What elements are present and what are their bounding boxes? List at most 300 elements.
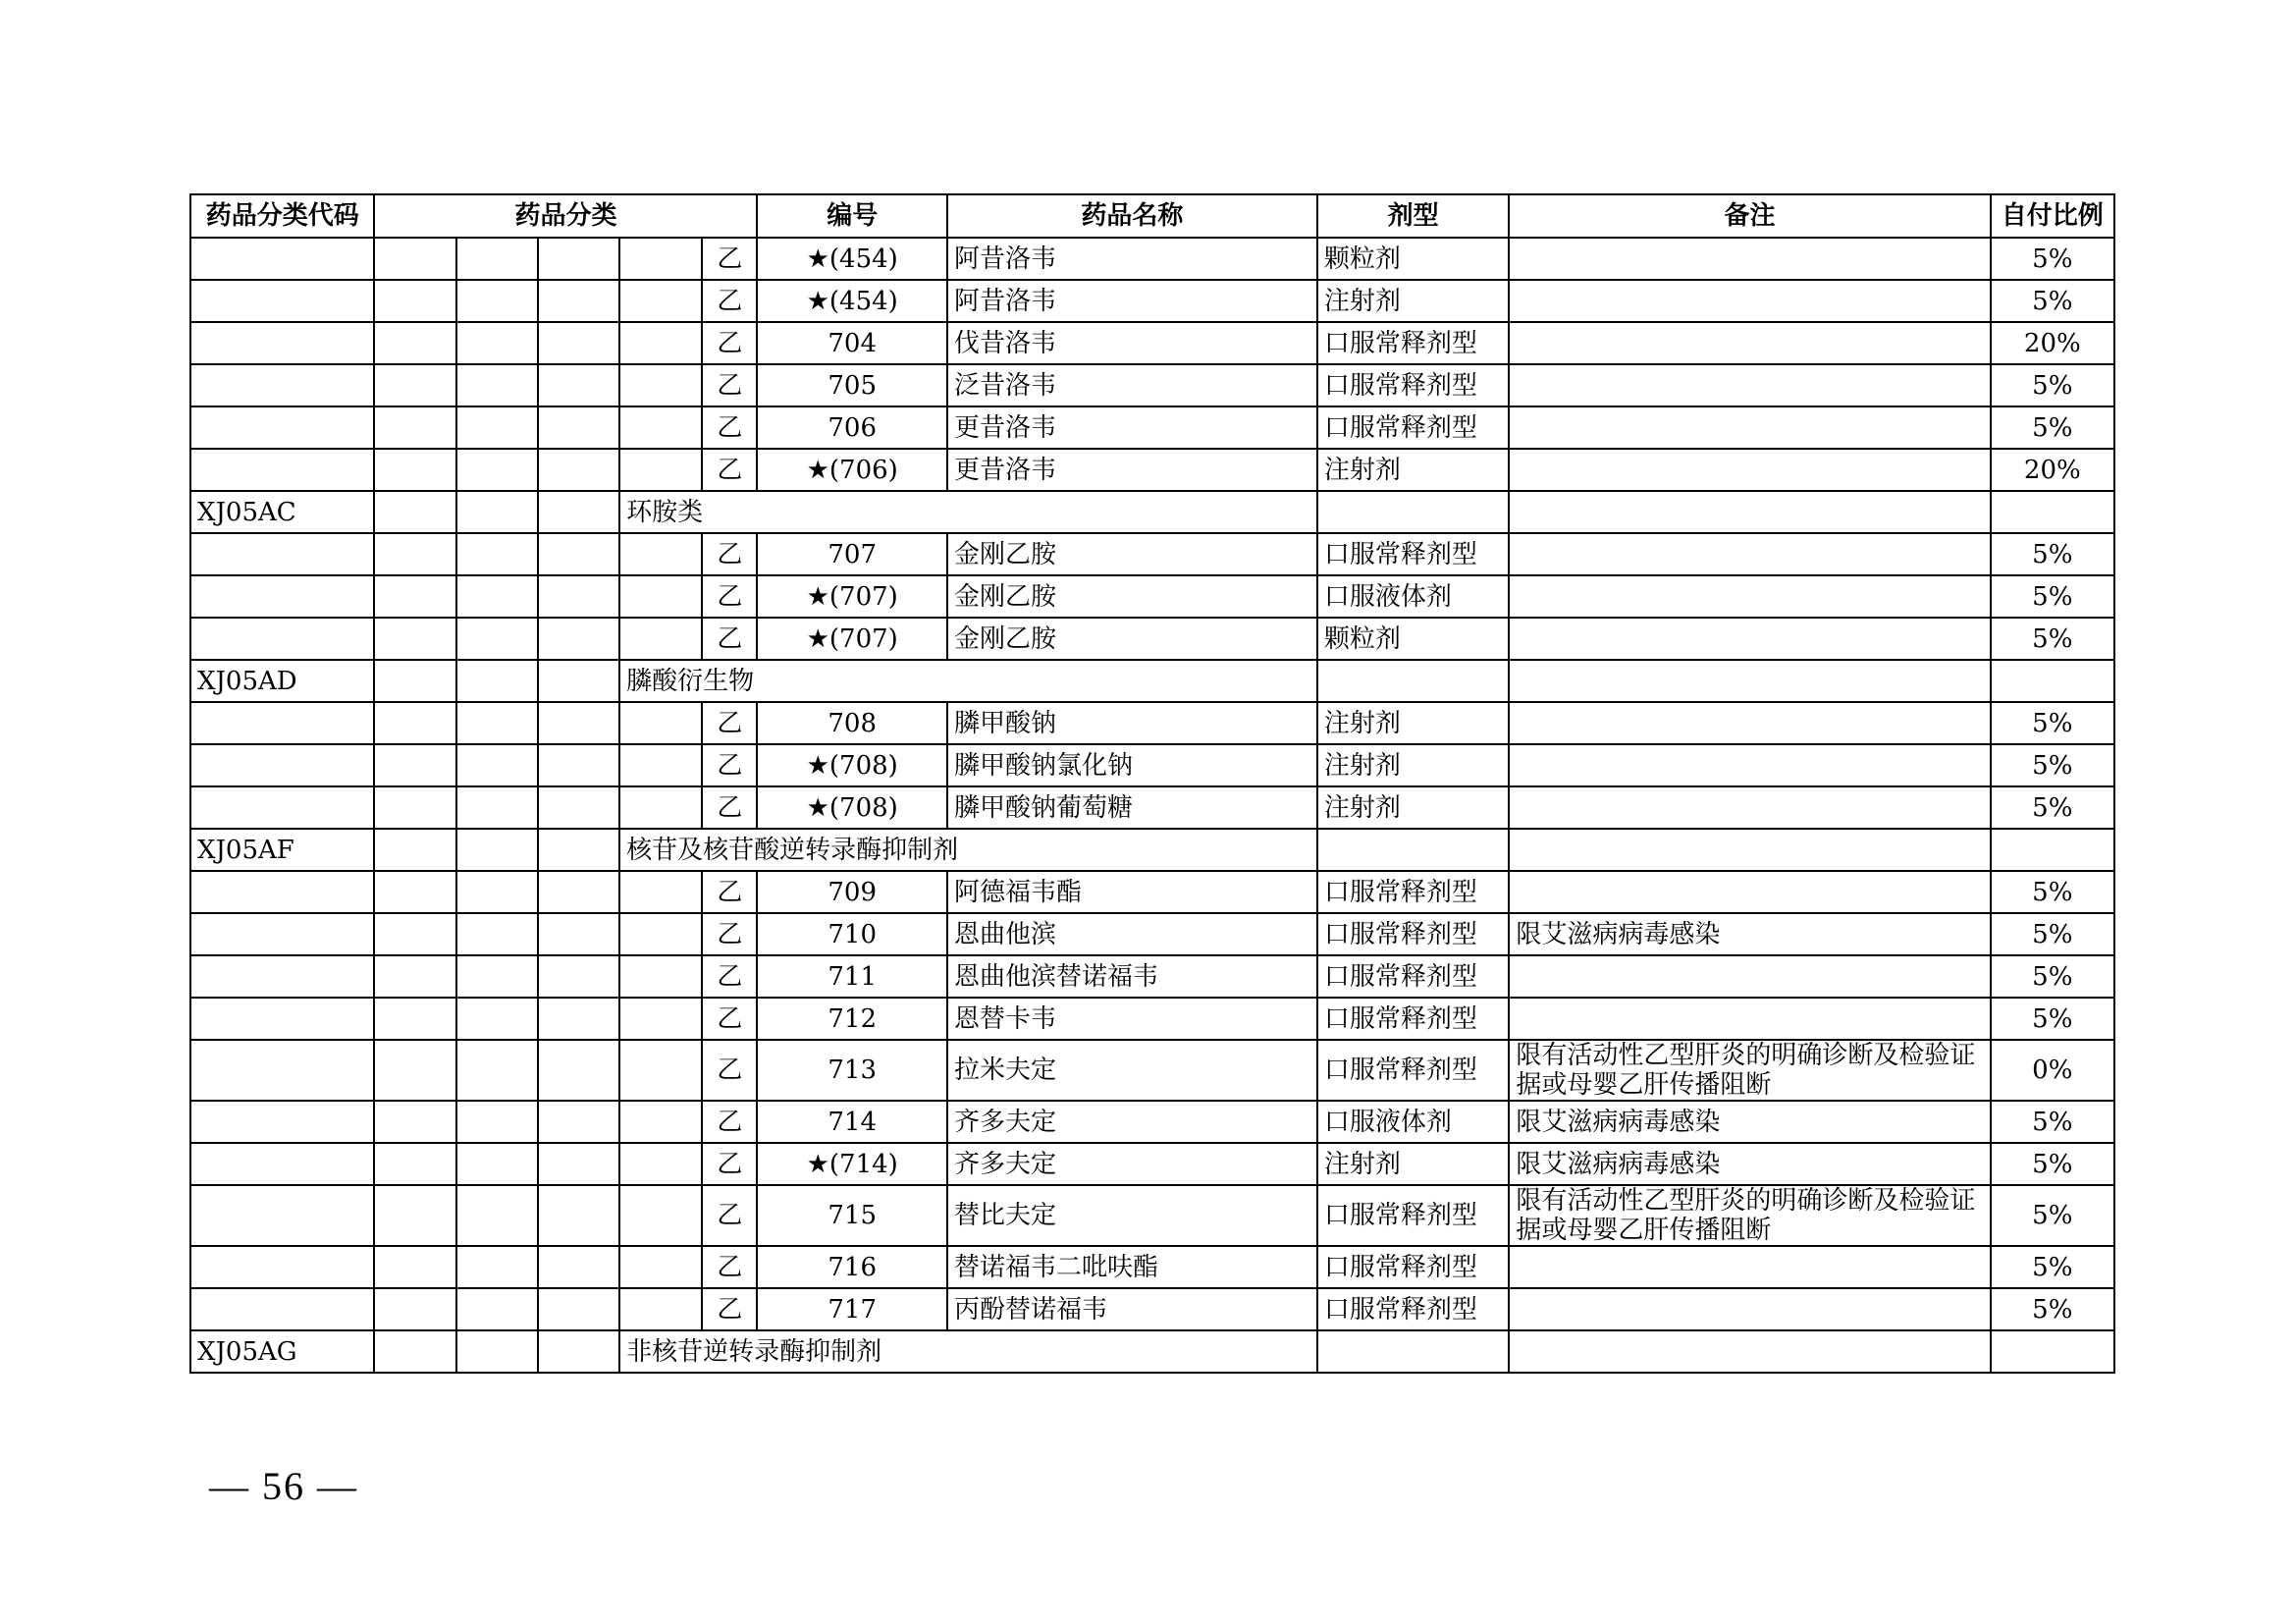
drug-number: ★(706) (757, 449, 946, 491)
empty-cell (456, 1330, 538, 1373)
empty-cell (374, 998, 455, 1040)
remark-cell (1509, 702, 1990, 744)
empty-cell (1509, 1330, 1990, 1373)
empty-cell (374, 660, 455, 702)
category-label: 环胺类 (619, 491, 1317, 533)
self-pay-ratio: 5% (1991, 238, 2114, 280)
drug-row (190, 1246, 2114, 1288)
header-code: 药品分类代码 (190, 194, 374, 238)
empty-cell (1317, 660, 1509, 702)
empty-cell (456, 660, 538, 702)
drug-name: 替诺福韦二吡呋酯 (947, 1246, 1317, 1288)
empty-cell (456, 406, 538, 449)
dosage-form: 口服常释剂型 (1317, 1040, 1509, 1101)
empty-cell (538, 1330, 619, 1373)
header-category: 药品分类 (374, 194, 757, 238)
empty-cell (538, 1246, 619, 1288)
drug-number: 706 (757, 406, 946, 449)
empty-cell (456, 1288, 538, 1330)
empty-cell (190, 871, 374, 913)
self-pay-ratio: 5% (1991, 618, 2114, 660)
dosage-form: 口服液体剂 (1317, 1101, 1509, 1143)
category-code: XJ05AF (190, 829, 374, 871)
remark-cell (1509, 786, 1990, 829)
category-code: XJ05AD (190, 660, 374, 702)
drug-row (190, 238, 2114, 280)
dosage-form: 口服常释剂型 (1317, 871, 1509, 913)
remark-cell (1509, 1288, 1990, 1330)
self-pay-ratio: 20% (1991, 449, 2114, 491)
remark-cell (1509, 955, 1990, 998)
drug-row (190, 533, 2114, 575)
remark-cell (1509, 238, 1990, 280)
empty-cell (619, 364, 702, 406)
empty-cell (456, 1101, 538, 1143)
drug-name: 阿昔洛韦 (947, 280, 1317, 322)
empty-cell (190, 406, 374, 449)
self-pay-ratio: 5% (1991, 1288, 2114, 1330)
empty-cell (456, 998, 538, 1040)
empty-cell (1317, 1330, 1509, 1373)
empty-cell (619, 786, 702, 829)
empty-cell (190, 913, 374, 955)
empty-cell (456, 533, 538, 575)
empty-cell (619, 406, 702, 449)
empty-cell (456, 575, 538, 618)
category-code: XJ05AG (190, 1330, 374, 1373)
drug-name: 拉米夫定 (947, 1040, 1317, 1101)
empty-cell (456, 829, 538, 871)
remark-cell (1509, 406, 1990, 449)
empty-cell (374, 1246, 455, 1288)
dosage-form: 口服常释剂型 (1317, 998, 1509, 1040)
drug-name: 恩曲他滨 (947, 913, 1317, 955)
dosage-form: 注射剂 (1317, 702, 1509, 744)
empty-cell (538, 871, 619, 913)
self-pay-ratio: 5% (1991, 702, 2114, 744)
empty-cell (619, 1246, 702, 1288)
empty-cell (190, 1246, 374, 1288)
empty-cell (1509, 660, 1990, 702)
remark-cell (1509, 618, 1990, 660)
drug-number: 704 (757, 322, 946, 364)
empty-cell (538, 829, 619, 871)
empty-cell (456, 238, 538, 280)
empty-cell (190, 533, 374, 575)
remark-cell (1509, 744, 1990, 786)
grade-cell: 乙 (702, 786, 757, 829)
table-header-row (190, 194, 2114, 238)
remark-cell: 限艾滋病病毒感染 (1509, 1101, 1990, 1143)
drug-row (190, 786, 2114, 829)
grade-cell: 乙 (702, 406, 757, 449)
drug-number: 713 (757, 1040, 946, 1101)
empty-cell (374, 1101, 455, 1143)
empty-cell (619, 1185, 702, 1246)
dosage-form: 口服常释剂型 (1317, 533, 1509, 575)
table-body (190, 238, 2114, 1373)
drug-number: ★(454) (757, 280, 946, 322)
empty-cell (456, 1040, 538, 1101)
self-pay-ratio: 5% (1991, 1185, 2114, 1246)
grade-cell: 乙 (702, 618, 757, 660)
empty-cell (538, 280, 619, 322)
empty-cell (619, 238, 702, 280)
drug-name: 膦甲酸钠葡萄糖 (947, 786, 1317, 829)
empty-cell (190, 1143, 374, 1185)
remark-cell (1509, 575, 1990, 618)
grade-cell: 乙 (702, 702, 757, 744)
category-label: 膦酸衍生物 (619, 660, 1317, 702)
grade-cell: 乙 (702, 913, 757, 955)
drug-list-table (189, 193, 2115, 1374)
drug-number: 705 (757, 364, 946, 406)
empty-cell (619, 322, 702, 364)
remark-cell (1509, 998, 1990, 1040)
dosage-form: 口服常释剂型 (1317, 364, 1509, 406)
remark-cell (1509, 449, 1990, 491)
drug-row (190, 1185, 2114, 1246)
drug-row (190, 449, 2114, 491)
empty-cell (456, 871, 538, 913)
remark-cell (1509, 280, 1990, 322)
remark-cell (1509, 871, 1990, 913)
empty-cell (538, 491, 619, 533)
empty-cell (374, 744, 455, 786)
empty-cell (538, 1288, 619, 1330)
empty-cell (374, 955, 455, 998)
empty-cell (190, 575, 374, 618)
grade-cell: 乙 (702, 744, 757, 786)
drug-number: ★(454) (757, 238, 946, 280)
grade-cell: 乙 (702, 533, 757, 575)
drug-row (190, 618, 2114, 660)
drug-row (190, 1040, 2114, 1101)
empty-cell (538, 1040, 619, 1101)
empty-cell (538, 364, 619, 406)
self-pay-ratio: 5% (1991, 871, 2114, 913)
drug-number: ★(708) (757, 744, 946, 786)
drug-name: 替比夫定 (947, 1185, 1317, 1246)
empty-cell (538, 998, 619, 1040)
drug-row (190, 406, 2114, 449)
grade-cell: 乙 (702, 1288, 757, 1330)
empty-cell (619, 744, 702, 786)
empty-cell (1509, 829, 1990, 871)
dosage-form: 口服常释剂型 (1317, 913, 1509, 955)
category-row (190, 660, 2114, 702)
drug-row (190, 955, 2114, 998)
empty-cell (538, 1101, 619, 1143)
empty-cell (190, 1040, 374, 1101)
empty-cell (190, 1101, 374, 1143)
drug-number: 714 (757, 1101, 946, 1143)
dosage-form: 口服常释剂型 (1317, 955, 1509, 998)
drug-number: 712 (757, 998, 946, 1040)
drug-row (190, 1288, 2114, 1330)
remark-cell: 限艾滋病病毒感染 (1509, 1143, 1990, 1185)
empty-cell (374, 491, 455, 533)
category-row (190, 491, 2114, 533)
drug-row (190, 322, 2114, 364)
empty-cell (190, 364, 374, 406)
dosage-form: 颗粒剂 (1317, 238, 1509, 280)
drug-number: 709 (757, 871, 946, 913)
drug-name: 丙酚替诺福韦 (947, 1288, 1317, 1330)
header-name: 药品名称 (947, 194, 1317, 238)
self-pay-ratio: 5% (1991, 364, 2114, 406)
category-row (190, 1330, 2114, 1373)
remark-cell: 限有活动性乙型肝炎的明确诊断及检验证据或母婴乙肝传播阻断 (1509, 1185, 1990, 1246)
empty-cell (374, 1143, 455, 1185)
empty-cell (456, 1143, 538, 1185)
remark-cell: 限艾滋病病毒感染 (1509, 913, 1990, 955)
empty-cell (619, 702, 702, 744)
category-label: 非核苷逆转录酶抑制剂 (619, 1330, 1317, 1373)
drug-row (190, 1143, 2114, 1185)
drug-name: 恩替卡韦 (947, 998, 1317, 1040)
drug-name: 金刚乙胺 (947, 575, 1317, 618)
dosage-form: 注射剂 (1317, 1143, 1509, 1185)
empty-cell (538, 533, 619, 575)
self-pay-ratio: 5% (1991, 786, 2114, 829)
empty-cell (1991, 491, 2114, 533)
drug-row (190, 998, 2114, 1040)
drug-row (190, 744, 2114, 786)
grade-cell: 乙 (702, 998, 757, 1040)
header-form: 剂型 (1317, 194, 1509, 238)
self-pay-ratio: 5% (1991, 913, 2114, 955)
drug-name: 恩曲他滨替诺福韦 (947, 955, 1317, 998)
drug-number: 715 (757, 1185, 946, 1246)
drug-number: 711 (757, 955, 946, 998)
self-pay-ratio: 5% (1991, 280, 2114, 322)
empty-cell (619, 575, 702, 618)
drug-number: ★(707) (757, 618, 946, 660)
self-pay-ratio: 5% (1991, 1143, 2114, 1185)
grade-cell: 乙 (702, 280, 757, 322)
empty-cell (374, 533, 455, 575)
dosage-form: 口服常释剂型 (1317, 1246, 1509, 1288)
empty-cell (538, 449, 619, 491)
empty-cell (1317, 829, 1509, 871)
self-pay-ratio: 5% (1991, 744, 2114, 786)
empty-cell (374, 829, 455, 871)
grade-cell: 乙 (702, 955, 757, 998)
self-pay-ratio: 0% (1991, 1040, 2114, 1101)
empty-cell (456, 280, 538, 322)
empty-cell (1991, 660, 2114, 702)
empty-cell (619, 533, 702, 575)
empty-cell (619, 618, 702, 660)
empty-cell (619, 1143, 702, 1185)
empty-cell (374, 786, 455, 829)
empty-cell (190, 322, 374, 364)
self-pay-ratio: 5% (1991, 998, 2114, 1040)
drug-number: 707 (757, 533, 946, 575)
dosage-form: 口服液体剂 (1317, 575, 1509, 618)
remark-cell (1509, 533, 1990, 575)
drug-row (190, 280, 2114, 322)
empty-cell (456, 744, 538, 786)
grade-cell: 乙 (702, 449, 757, 491)
empty-cell (190, 786, 374, 829)
empty-cell (456, 702, 538, 744)
dosage-form: 注射剂 (1317, 449, 1509, 491)
empty-cell (538, 322, 619, 364)
empty-cell (538, 1185, 619, 1246)
remark-cell (1509, 364, 1990, 406)
empty-cell (538, 955, 619, 998)
empty-cell (538, 575, 619, 618)
drug-number: ★(708) (757, 786, 946, 829)
empty-cell (374, 322, 455, 364)
empty-cell (619, 998, 702, 1040)
drug-row (190, 871, 2114, 913)
self-pay-ratio: 5% (1991, 533, 2114, 575)
drug-number: ★(714) (757, 1143, 946, 1185)
page-number: — 56 — (209, 1464, 358, 1508)
drug-number: 708 (757, 702, 946, 744)
empty-cell (374, 238, 455, 280)
grade-cell: 乙 (702, 1040, 757, 1101)
empty-cell (190, 1288, 374, 1330)
empty-cell (374, 618, 455, 660)
header-ratio: 自付比例 (1991, 194, 2114, 238)
empty-cell (190, 280, 374, 322)
drug-name: 齐多夫定 (947, 1143, 1317, 1185)
empty-cell (374, 1330, 455, 1373)
self-pay-ratio: 5% (1991, 955, 2114, 998)
grade-cell: 乙 (702, 1101, 757, 1143)
drug-name: 更昔洛韦 (947, 406, 1317, 449)
grade-cell: 乙 (702, 1246, 757, 1288)
drug-name: 膦甲酸钠氯化钠 (947, 744, 1317, 786)
drug-row (190, 575, 2114, 618)
empty-cell (374, 449, 455, 491)
dosage-form: 口服常释剂型 (1317, 406, 1509, 449)
empty-cell (619, 1288, 702, 1330)
grade-cell: 乙 (702, 238, 757, 280)
grade-cell: 乙 (702, 871, 757, 913)
self-pay-ratio: 20% (1991, 322, 2114, 364)
empty-cell (456, 1185, 538, 1246)
empty-cell (190, 744, 374, 786)
empty-cell (538, 1143, 619, 1185)
empty-cell (1317, 491, 1509, 533)
remark-cell (1509, 1246, 1990, 1288)
empty-cell (374, 1185, 455, 1246)
dosage-form: 颗粒剂 (1317, 618, 1509, 660)
category-row (190, 829, 2114, 871)
empty-cell (190, 618, 374, 660)
empty-cell (374, 1288, 455, 1330)
empty-cell (456, 1246, 538, 1288)
dosage-form: 注射剂 (1317, 280, 1509, 322)
header-remark: 备注 (1509, 194, 1990, 238)
empty-cell (374, 280, 455, 322)
drug-name: 泛昔洛韦 (947, 364, 1317, 406)
dosage-form: 口服常释剂型 (1317, 1185, 1509, 1246)
empty-cell (1991, 829, 2114, 871)
self-pay-ratio: 5% (1991, 1246, 2114, 1288)
empty-cell (619, 913, 702, 955)
empty-cell (374, 1040, 455, 1101)
empty-cell (190, 998, 374, 1040)
empty-cell (190, 238, 374, 280)
empty-cell (619, 955, 702, 998)
empty-cell (374, 406, 455, 449)
drug-name: 膦甲酸钠 (947, 702, 1317, 744)
empty-cell (538, 406, 619, 449)
drug-name: 齐多夫定 (947, 1101, 1317, 1143)
drug-name: 阿昔洛韦 (947, 238, 1317, 280)
drug-name: 伐昔洛韦 (947, 322, 1317, 364)
remark-cell (1509, 322, 1990, 364)
empty-cell (538, 238, 619, 280)
drug-number: 710 (757, 913, 946, 955)
empty-cell (456, 786, 538, 829)
empty-cell (456, 322, 538, 364)
empty-cell (374, 913, 455, 955)
grade-cell: 乙 (702, 575, 757, 618)
self-pay-ratio: 5% (1991, 575, 2114, 618)
empty-cell (538, 786, 619, 829)
empty-cell (374, 364, 455, 406)
empty-cell (538, 744, 619, 786)
dosage-form: 口服常释剂型 (1317, 322, 1509, 364)
drug-row (190, 1101, 2114, 1143)
empty-cell (619, 1040, 702, 1101)
category-label: 核苷及核苷酸逆转录酶抑制剂 (619, 829, 1317, 871)
self-pay-ratio: 5% (1991, 1101, 2114, 1143)
category-code: XJ05AC (190, 491, 374, 533)
empty-cell (190, 449, 374, 491)
empty-cell (456, 618, 538, 660)
empty-cell (538, 913, 619, 955)
header-number: 编号 (757, 194, 946, 238)
empty-cell (538, 618, 619, 660)
empty-cell (374, 575, 455, 618)
grade-cell: 乙 (702, 322, 757, 364)
empty-cell (374, 702, 455, 744)
empty-cell (1509, 491, 1990, 533)
self-pay-ratio: 5% (1991, 406, 2114, 449)
dosage-form: 口服常释剂型 (1317, 1288, 1509, 1330)
drug-number: 716 (757, 1246, 946, 1288)
empty-cell (456, 364, 538, 406)
empty-cell (190, 702, 374, 744)
drug-row (190, 913, 2114, 955)
dosage-form: 注射剂 (1317, 786, 1509, 829)
empty-cell (190, 955, 374, 998)
empty-cell (538, 660, 619, 702)
drug-number: 717 (757, 1288, 946, 1330)
empty-cell (456, 913, 538, 955)
empty-cell (456, 955, 538, 998)
drug-number: ★(707) (757, 575, 946, 618)
empty-cell (619, 871, 702, 913)
empty-cell (619, 449, 702, 491)
dosage-form: 注射剂 (1317, 744, 1509, 786)
empty-cell (456, 449, 538, 491)
drug-name: 更昔洛韦 (947, 449, 1317, 491)
empty-cell (538, 702, 619, 744)
empty-cell (456, 491, 538, 533)
empty-cell (374, 871, 455, 913)
drug-row (190, 364, 2114, 406)
grade-cell: 乙 (702, 1143, 757, 1185)
